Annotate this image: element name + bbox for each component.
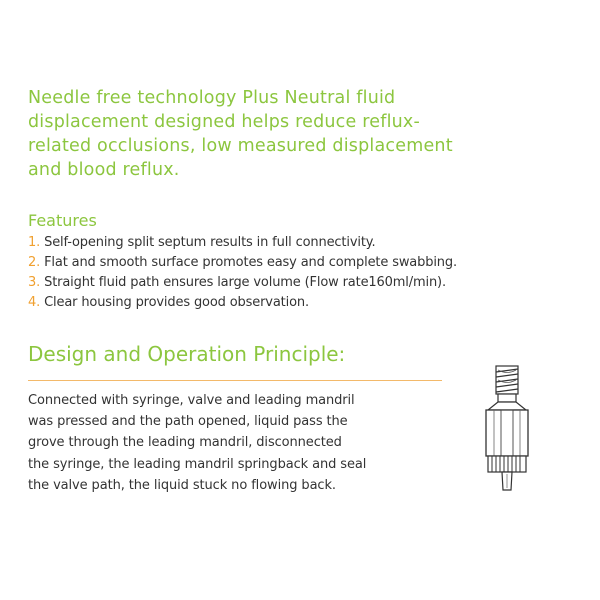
design-paragraph <box>28 390 448 496</box>
design-heading: Design and Operation Principle: <box>28 342 346 366</box>
feature-number: 3. <box>28 275 41 290</box>
feature-text: Clear housing provides good observation. <box>44 295 309 310</box>
design-line: was pressed and the path opened, liquid pass the <box>28 414 348 430</box>
needle-free-connector-icon <box>474 364 540 496</box>
intro-paragraph <box>28 86 580 182</box>
design-line: Connected with syringe, valve and leading mandril <box>28 393 355 408</box>
feature-number: 2. <box>28 255 41 270</box>
features-heading: Features <box>28 211 97 230</box>
design-line: grove through the leading mandril, disconnected <box>28 435 342 451</box>
feature-item <box>28 233 588 253</box>
feature-item <box>28 253 588 273</box>
feature-text: Flat and smooth surface promotes easy and complete swabbing. <box>44 255 457 270</box>
design-line: the syringe, the leading mandril springback and seal <box>28 456 367 472</box>
feature-item <box>28 273 588 293</box>
feature-text: Straight fluid path ensures large volume (Flow rate160ml/min). <box>44 275 446 290</box>
intro-line: and blood reflux. <box>28 160 180 180</box>
feature-item <box>28 293 588 313</box>
design-line: the valve path, the liquid stuck no flowing back. <box>28 477 336 493</box>
feature-number: 4. <box>28 295 41 310</box>
feature-text: Self-opening split septum results in full connectivity. <box>44 235 376 250</box>
intro-line: Needle free technology Plus Neutral fluid <box>28 88 396 108</box>
intro-line: displacement designed helps reduce reflux- <box>28 112 420 132</box>
features-list <box>28 233 588 313</box>
feature-number: 1. <box>28 235 41 250</box>
section-divider <box>28 380 442 381</box>
intro-line: related occlusions, low measured displacement <box>28 136 453 156</box>
